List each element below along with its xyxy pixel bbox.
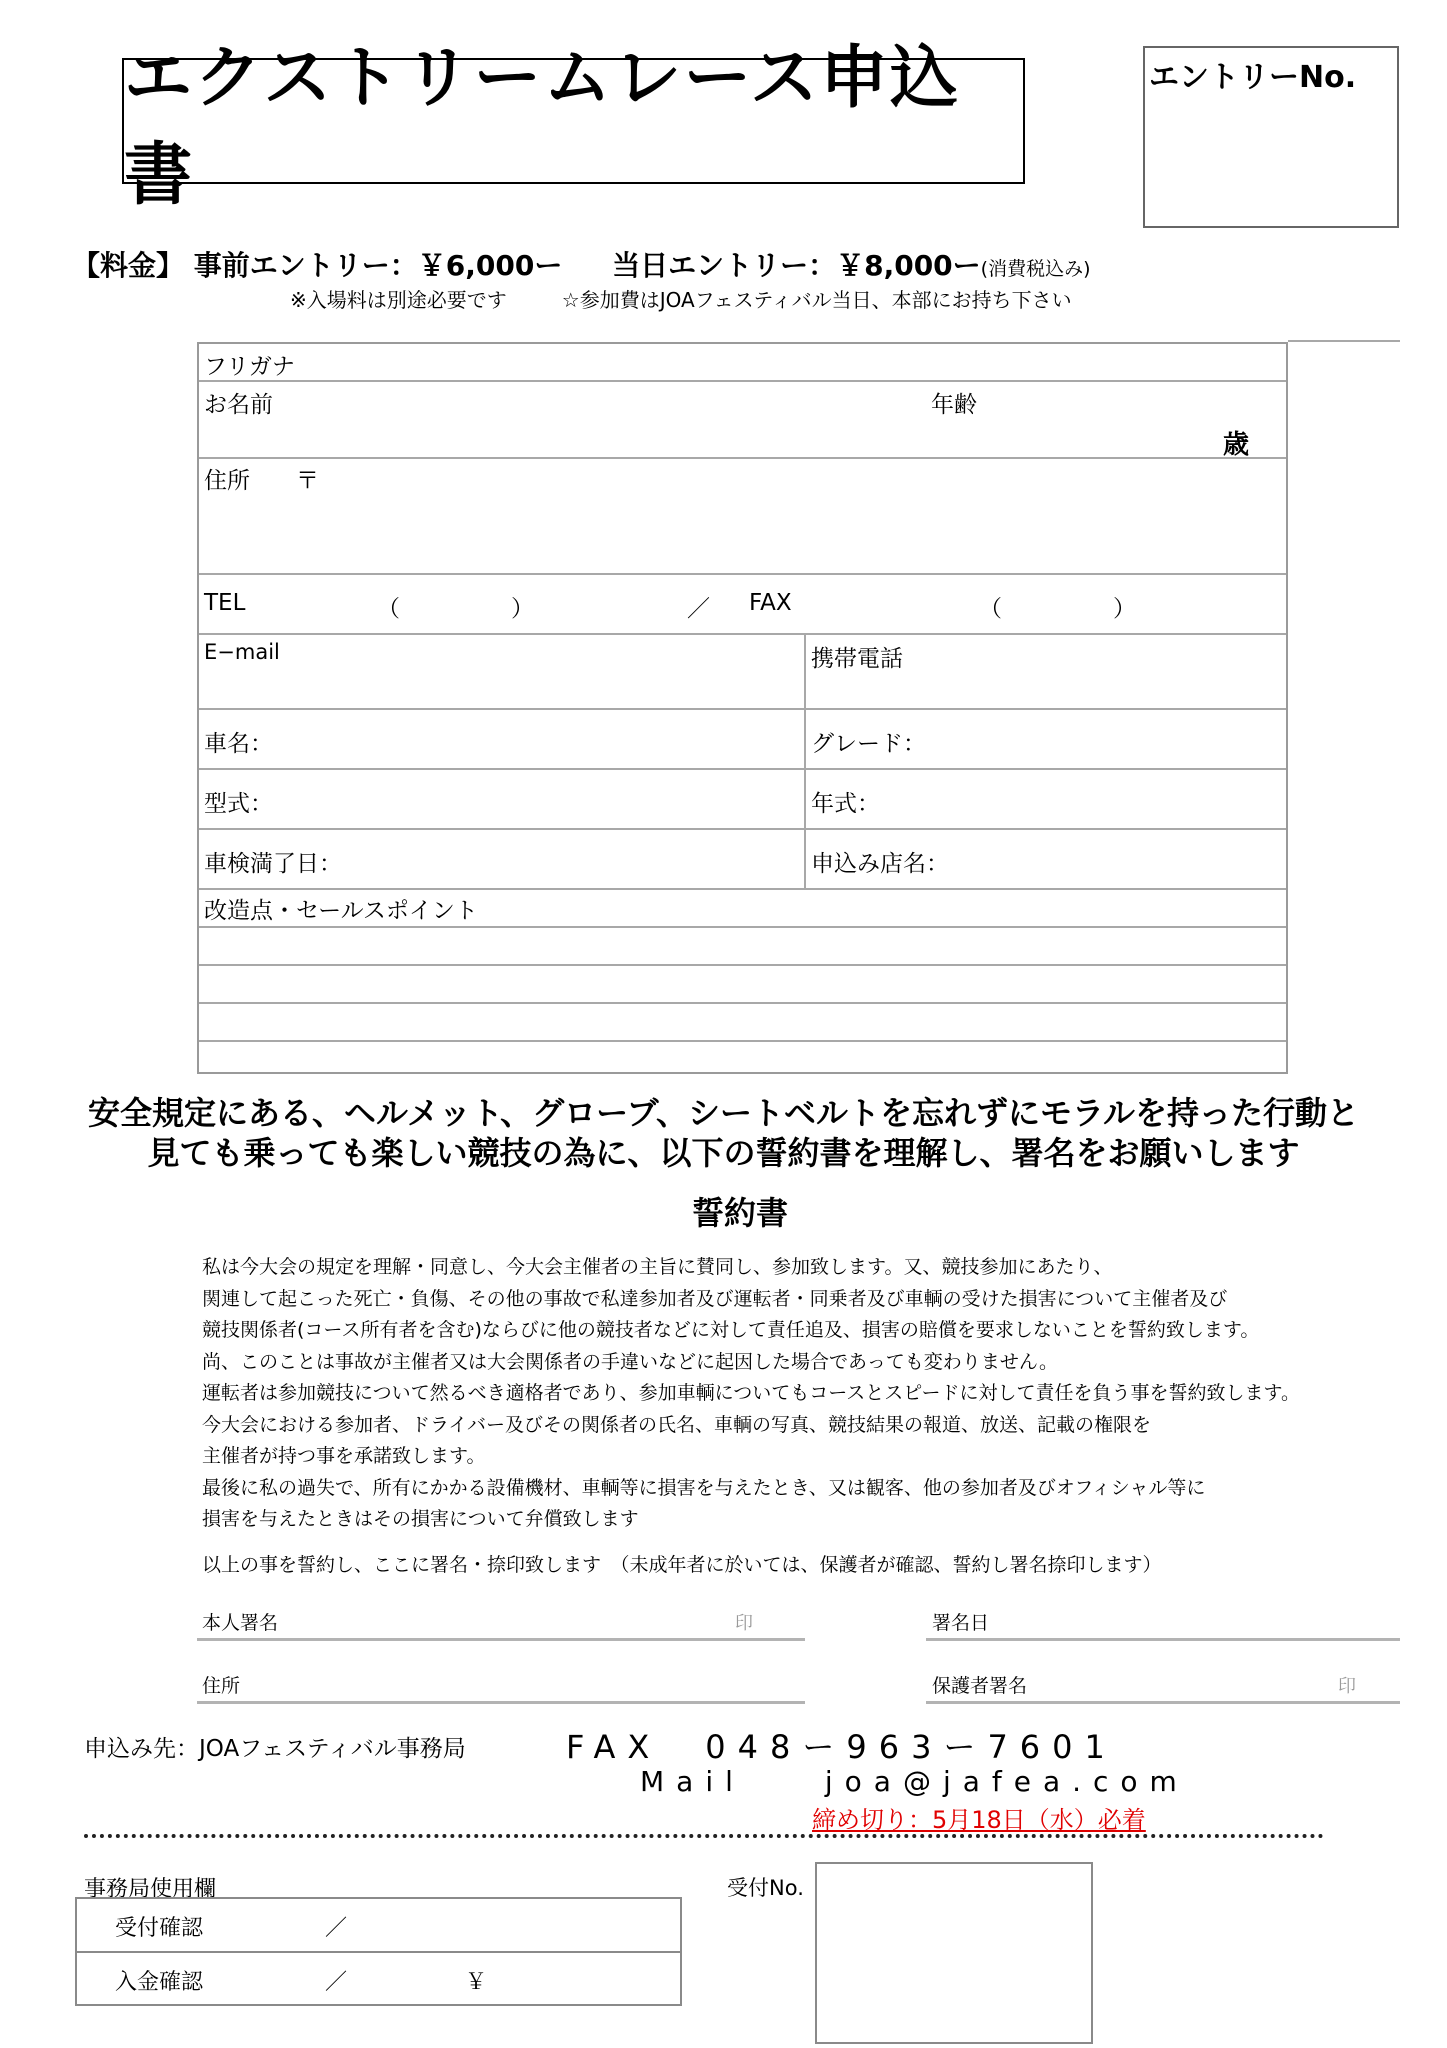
tel-paren-close: ）	[511, 596, 534, 622]
fax-paren-open: （	[979, 596, 1002, 622]
contact-mail[interactable]: Mail joa@jafea.com	[640, 1765, 1189, 1798]
receipt-number-box[interactable]	[815, 1862, 1093, 2044]
furigana-field[interactable]: フリガナ	[204, 354, 295, 380]
self-signature-line[interactable]	[197, 1638, 805, 1641]
column-divider	[804, 633, 806, 888]
age-field[interactable]: 年齢	[931, 392, 977, 418]
safety-line-2: 見ても乗っても楽しい競技の為に、以下の誓約書を理解し、署名をお願いします	[147, 1134, 1300, 1172]
tel-paren-open: （	[377, 596, 400, 622]
model-field[interactable]: 型式：	[204, 791, 273, 817]
page-title: エクストリームレース申込書	[122, 58, 1025, 184]
email-field[interactable]: E−mail	[204, 640, 280, 664]
pledge-line: 最後に私の過失で、所有にかかる設備機材、車輌等に損害を与えたとき、又は観客、他の参加者及びオフィシャル等に	[202, 1476, 1206, 1499]
price-advance: 事前エントリー：￥6,000ー	[193, 249, 563, 282]
address-field[interactable]: 住所 〒	[204, 468, 319, 494]
divider	[199, 633, 1286, 635]
pledge-title: 誓約書	[691, 1194, 788, 1232]
pledge-line: 運転者は参加競技について然るべき適格者であり、参加車輌についてもコースとスピードに対して責任を負う事を誓約致します。	[202, 1382, 1301, 1404]
receipt-number-label: 受付No.	[727, 1876, 804, 1900]
fax-paren-close: ）	[1113, 596, 1136, 622]
divider	[199, 828, 1286, 830]
signature-date-label: 署名日	[932, 1612, 990, 1634]
price-tax-note: (消費税込み)	[980, 258, 1091, 280]
tel-fax-slash: ／	[687, 596, 710, 622]
entry-number-label: エントリーNo.	[1149, 60, 1357, 95]
pledge-line: 尚、このことは事故が主催者又は大会関係者の手違いなどに起因した場合であっても変わりません。	[202, 1350, 1058, 1373]
contact-destination: 申込み先：JOAフェスティバル事務局	[84, 1736, 466, 1762]
note-admission: ※入場料は別途必要です	[290, 288, 507, 312]
guardian-signature-line[interactable]	[926, 1701, 1400, 1704]
signer-address-label: 住所	[202, 1675, 241, 1697]
pledge-line: 主催者が持つ事を承諾致します。	[202, 1445, 486, 1467]
price-label: 【料金】	[72, 249, 185, 282]
entry-number-box[interactable]	[1143, 46, 1399, 228]
application-form	[197, 342, 1288, 1074]
pledge-line: 関連して起こった死亡・負傷、その他の事故で私達参加者及び運転者・同乗者及び車輌の受けた損害について主催者及び	[202, 1287, 1228, 1310]
divider	[199, 1040, 1286, 1042]
divider	[199, 457, 1286, 459]
divider	[199, 1002, 1286, 1004]
payment-check-slash: ／	[325, 1970, 348, 1995]
deadline-notice: 締め切り：5月18日（水）必着	[812, 1806, 1146, 1834]
pledge-line: 損害を与えたときはその損害について弁償致します	[202, 1508, 639, 1530]
pledge-line: 今大会における参加者、ドライバー及びその関係者の氏名、車輌の写真、競技結果の報道、放送、記載の権限を	[202, 1413, 1152, 1436]
divider	[77, 1951, 680, 1953]
divider	[199, 573, 1286, 575]
age-unit: 歳	[1223, 430, 1250, 460]
divider	[199, 926, 1286, 928]
signer-address-line[interactable]	[197, 1701, 805, 1704]
form-top-extension	[1288, 340, 1400, 342]
fax-field[interactable]: FAX	[749, 590, 792, 616]
inspection-expiry-field[interactable]: 車検満了日：	[204, 851, 342, 877]
year-field[interactable]: 年式：	[811, 791, 880, 817]
divider	[199, 708, 1286, 710]
name-field[interactable]: お名前	[204, 392, 273, 418]
tel-field[interactable]: TEL	[204, 590, 246, 616]
self-signature-label: 本人署名	[202, 1612, 279, 1634]
divider	[199, 888, 1286, 890]
guardian-signature-label: 保護者署名	[932, 1675, 1028, 1697]
notes-line	[290, 284, 1072, 313]
grade-field[interactable]: グレード：	[811, 731, 926, 757]
divider	[199, 964, 1286, 966]
car-name-field[interactable]: 車名：	[204, 731, 273, 757]
divider	[199, 768, 1286, 770]
self-seal-mark: 印	[735, 1613, 753, 1634]
price-same-day: 当日エントリー：￥8,000ー	[612, 249, 981, 282]
pledge-line: 競技関係者(コース所有者を含む)ならびに他の競技者などに対して責任追及、損害の賠償を要求しないことを誓約致します。	[202, 1319, 1260, 1341]
payment-check-label: 入金確認	[115, 1970, 204, 1995]
received-check-slash: ／	[325, 1916, 348, 1941]
contact-fax: FAX 048ー963ー7601	[566, 1728, 1117, 1766]
signature-date-line[interactable]	[926, 1638, 1400, 1641]
mobile-field[interactable]: 携帯電話	[811, 646, 903, 672]
divider	[199, 380, 1286, 382]
pledge-text	[202, 1252, 1300, 1536]
guardian-seal-mark: 印	[1338, 1676, 1356, 1697]
payment-yen: ￥	[465, 1970, 488, 1995]
office-use-table	[75, 1897, 682, 2006]
office-use-title: 事務局使用欄	[84, 1877, 217, 1902]
cut-line	[84, 1834, 1324, 1838]
pledge-line: 私は今大会の規定を理解・同意し、今大会主催者の主旨に賛同し、参加致します。又、競技参加にあたり、	[202, 1256, 1113, 1278]
received-check-label: 受付確認	[115, 1916, 204, 1941]
note-payment: ☆参加費はJOAフェスティバル当日、本部にお持ち下さい	[561, 288, 1072, 312]
shop-name-field[interactable]: 申込み店名：	[811, 851, 949, 877]
price-line	[72, 244, 1091, 284]
pledge-confirm: 以上の事を誓約し、ここに署名・捺印致します （未成年者に於いては、保護者が確認、誓約し署名捺印します）	[202, 1554, 1162, 1576]
modifications-field[interactable]: 改造点・セールスポイント	[204, 898, 478, 924]
safety-line-1: 安全規定にある、ヘルメット、グローブ、シートベルトを忘れずにモラルを持った行動と	[87, 1094, 1360, 1132]
